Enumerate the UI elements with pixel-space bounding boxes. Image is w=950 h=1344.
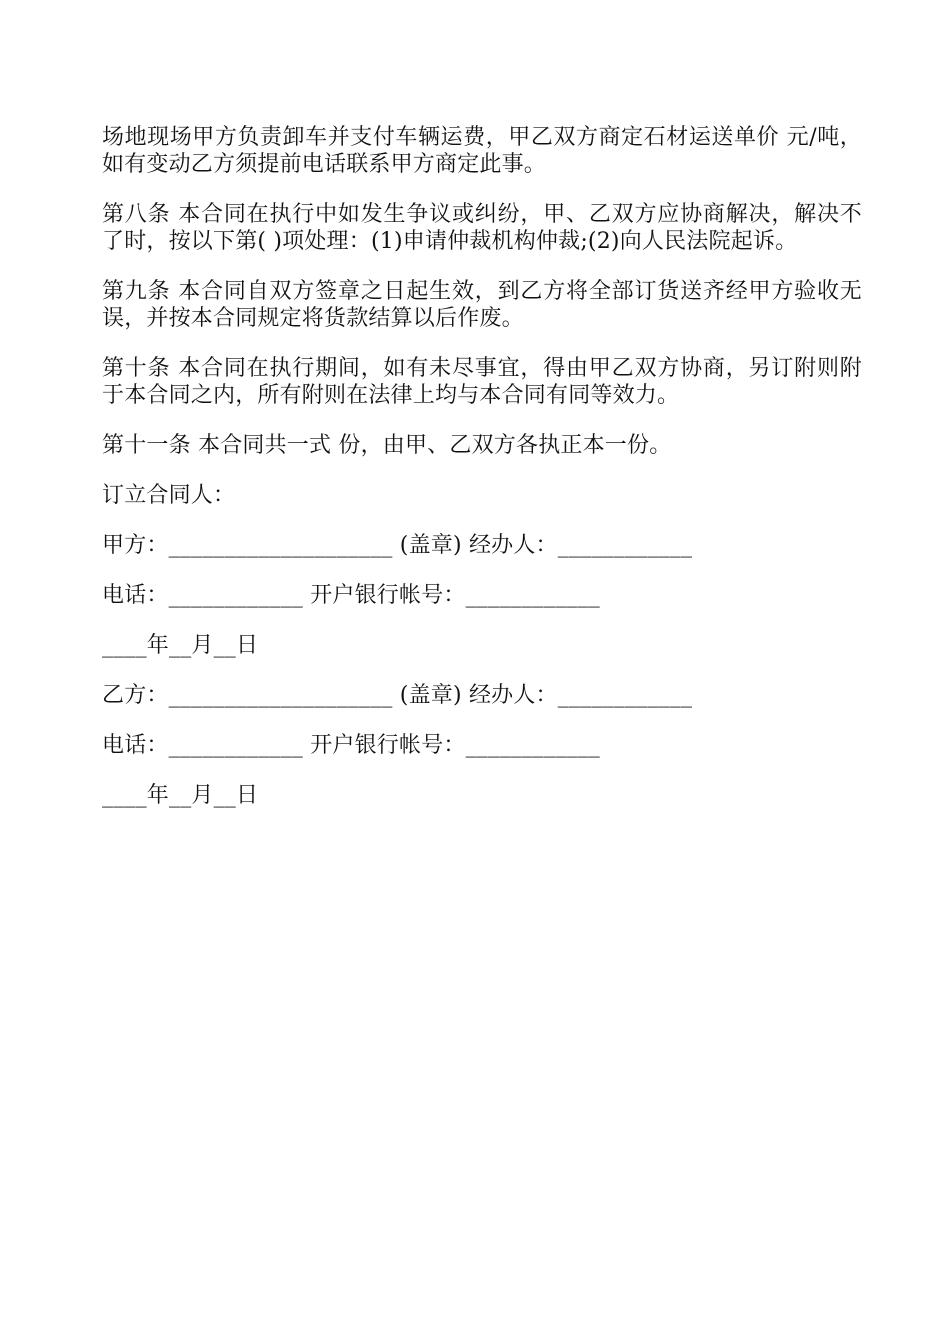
clause-8-paragraph: 第八条 本合同在执行中如发生争议或纠纷，甲、乙双方应协商解决，解决不了时，按以下第( )项处理：(1)申请仲裁机构仲裁;(2)向人民法院起诉。 <box>102 202 862 254</box>
party-b-line: 乙方：____________________ (盖章) 经办人：____________ <box>102 683 693 708</box>
party-b-date-line: ____年__月__日 <box>102 783 259 808</box>
party-a-contact-line: 电话：____________ 开户银行帐号：____________ <box>102 583 600 608</box>
party-b-contact-line: 电话：____________ 开户银行帐号：____________ <box>102 733 600 758</box>
clause-transport-paragraph: 场地现场甲方负责卸车并支付车辆运费，甲乙双方商定石材运送单价 元/吨，如有变动乙方须提前电话联系甲方商定此事。 <box>102 125 862 177</box>
clause-11-paragraph: 第十一条 本合同共一式 份，由甲、乙双方各执正本一份。 <box>102 433 672 458</box>
party-a-line: 甲方：____________________ (盖章) 经办人：____________ <box>102 533 693 558</box>
party-a-date-line: ____年__月__日 <box>102 633 259 658</box>
clause-9-paragraph: 第九条 本合同自双方签章之日起生效，到乙方将全部订货送齐经甲方验收无误，并按本合同规定将货款结算以后作废。 <box>102 279 862 331</box>
document-page <box>102 124 862 832</box>
signatories-title: 订立合同人： <box>102 483 236 508</box>
clause-10-paragraph: 第十条 本合同在执行期间，如有未尽事宜，得由甲乙双方协商，另订附则附于本合同之内，所有附则在法律上均与本合同有同等效力。 <box>102 356 862 408</box>
